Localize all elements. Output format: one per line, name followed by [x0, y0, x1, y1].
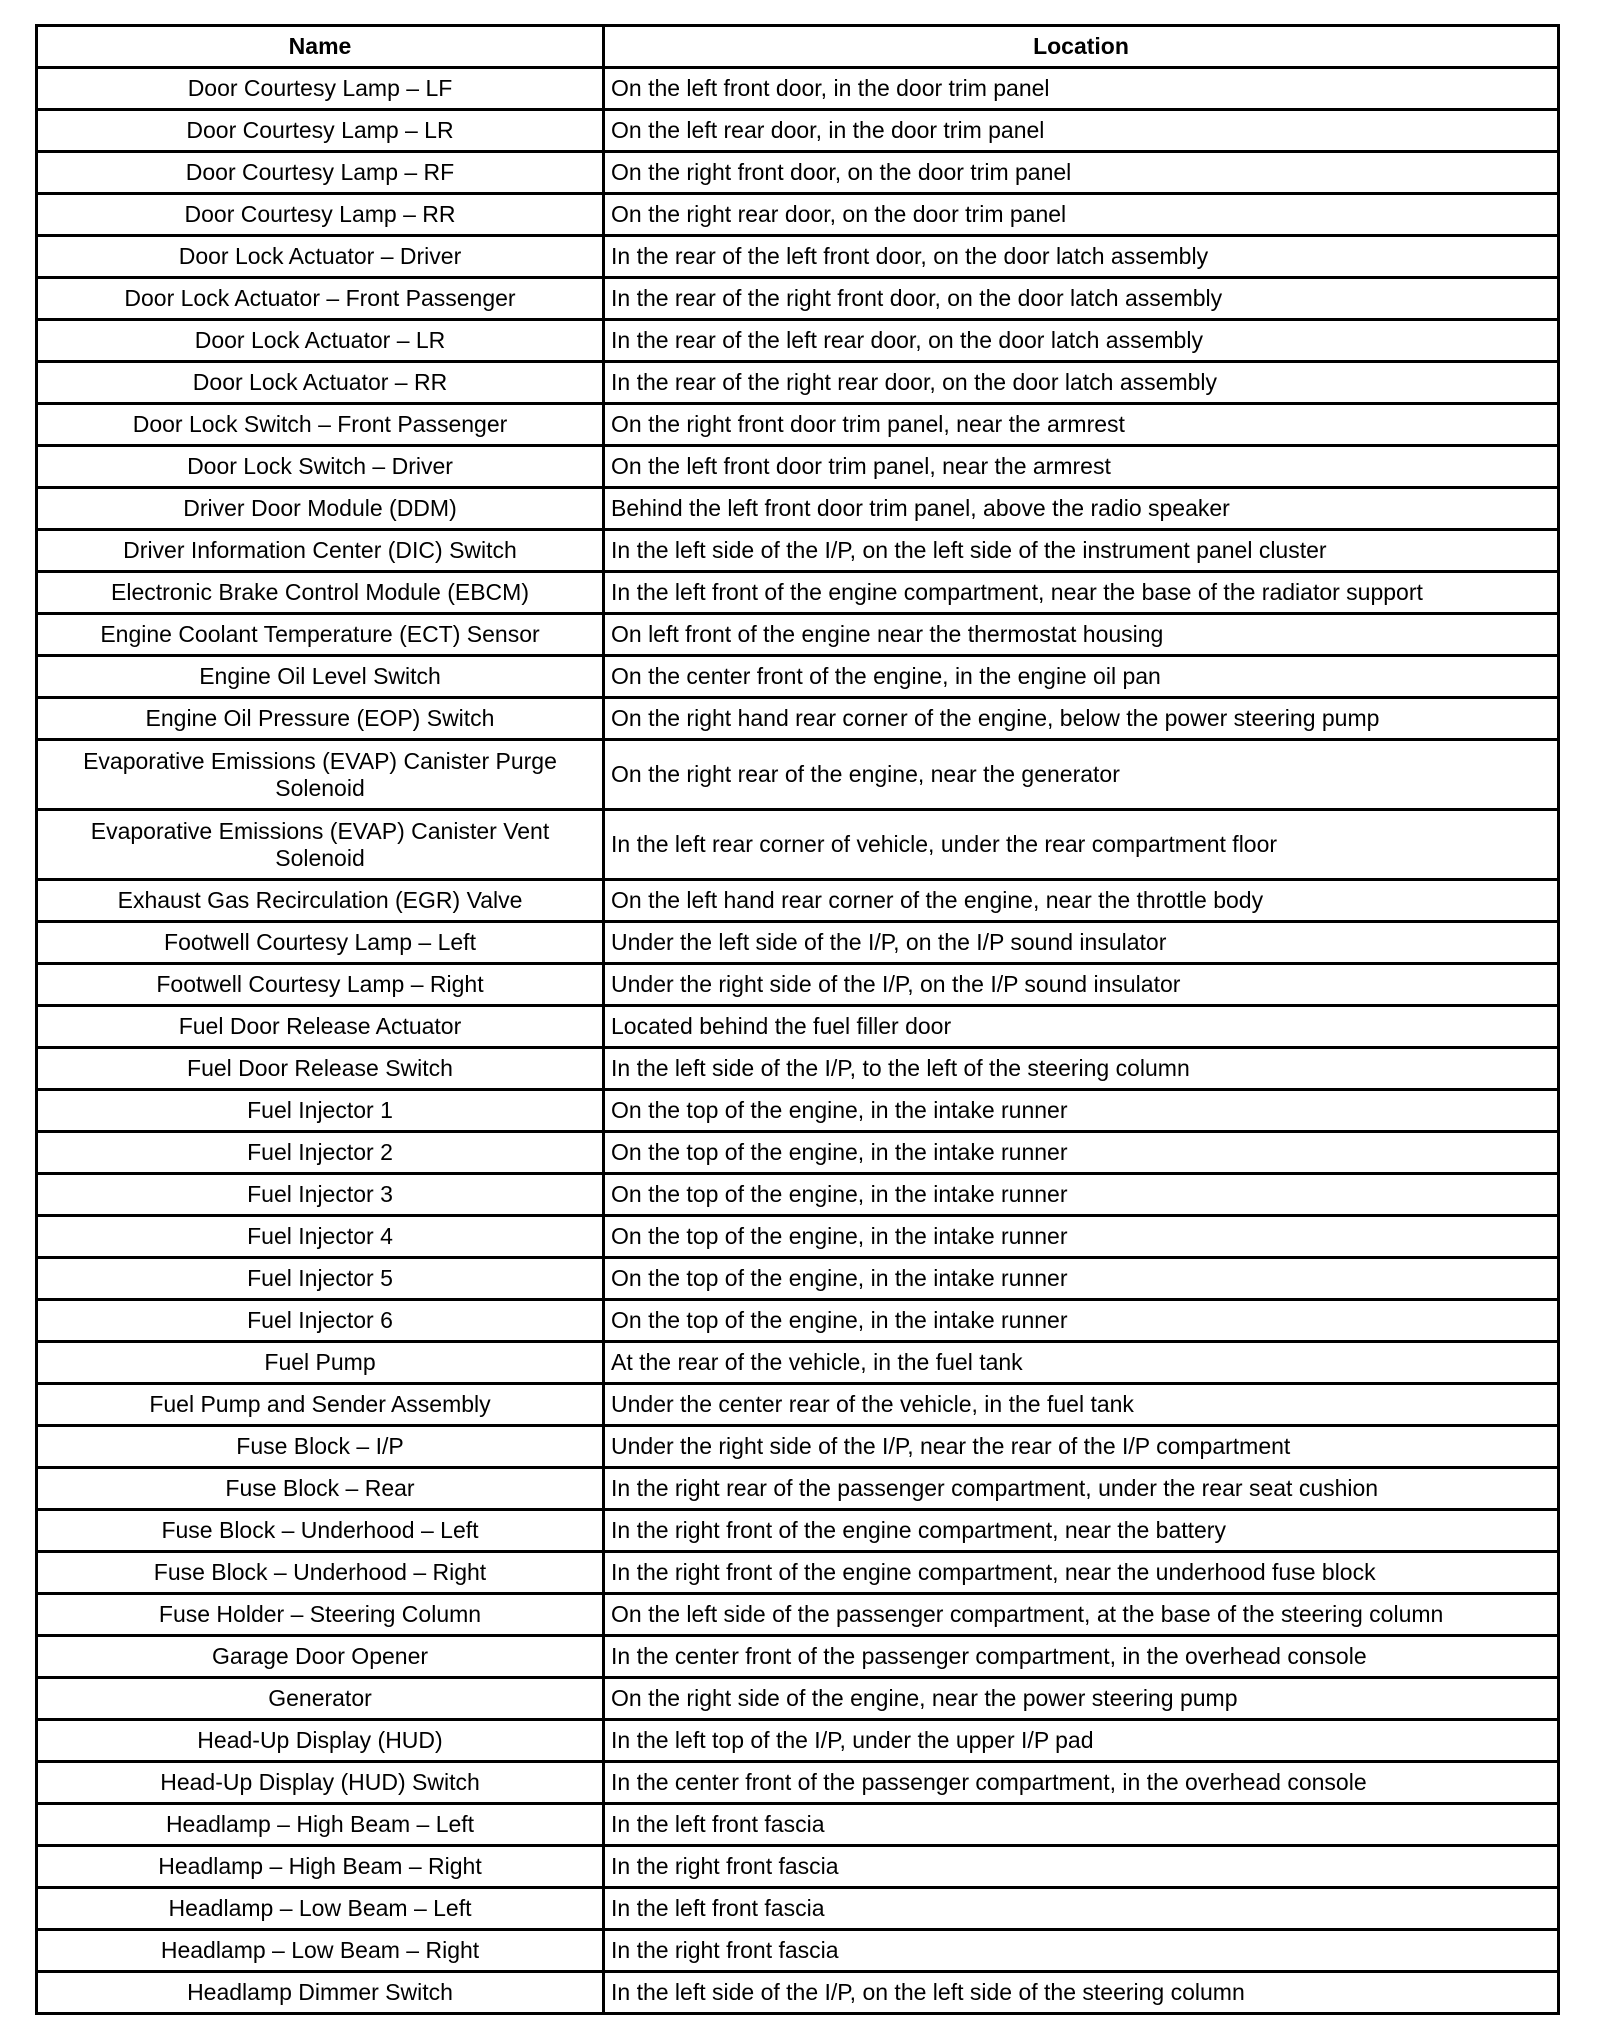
component-location-cell: On the right side of the engine, near the power steering pump	[604, 1678, 1559, 1720]
component-location-cell: On the right rear door, on the door trim panel	[604, 194, 1559, 236]
component-location-cell: Located behind the fuel filler door	[604, 1006, 1559, 1048]
table-row	[37, 922, 1559, 964]
table-row	[37, 1888, 1559, 1930]
table-row	[37, 1132, 1559, 1174]
table-row	[37, 572, 1559, 614]
component-name-cell: Fuse Block – I/P	[37, 1426, 604, 1468]
table-row	[37, 1678, 1559, 1720]
component-location-cell: On the right hand rear corner of the engine, below the power steering pump	[604, 698, 1559, 740]
component-location-cell: In the left front of the engine compartment, near the base of the radiator support	[604, 572, 1559, 614]
table-row	[37, 1804, 1559, 1846]
component-name-cell: Footwell Courtesy Lamp – Left	[37, 922, 604, 964]
component-location-cell: On the top of the engine, in the intake runner	[604, 1090, 1559, 1132]
table-row	[37, 1930, 1559, 1972]
component-location-cell: Under the right side of the I/P, near the rear of the I/P compartment	[604, 1426, 1559, 1468]
table-row	[37, 1594, 1559, 1636]
table-row	[37, 1300, 1559, 1342]
component-location-cell: In the center front of the passenger compartment, in the overhead console	[604, 1762, 1559, 1804]
component-name-cell: Headlamp – Low Beam – Left	[37, 1888, 604, 1930]
component-location-cell: In the left top of the I/P, under the upper I/P pad	[604, 1720, 1559, 1762]
component-location-cell: In the left side of the I/P, on the left side of the instrument panel cluster	[604, 530, 1559, 572]
table-row	[37, 656, 1559, 698]
component-name-cell: Fuse Holder – Steering Column	[37, 1594, 604, 1636]
component-location-cell: On the right rear of the engine, near the generator	[604, 740, 1559, 810]
table-row	[37, 194, 1559, 236]
component-location-cell: At the rear of the vehicle, in the fuel tank	[604, 1342, 1559, 1384]
component-name-cell: Fuel Pump	[37, 1342, 604, 1384]
table-row	[37, 1174, 1559, 1216]
table-row	[37, 152, 1559, 194]
component-location-cell: Under the right side of the I/P, on the I/P sound insulator	[604, 964, 1559, 1006]
component-name-cell: Door Lock Switch – Front Passenger	[37, 404, 604, 446]
component-name-cell: Footwell Courtesy Lamp – Right	[37, 964, 604, 1006]
component-location-cell: On the right front door trim panel, near the armrest	[604, 404, 1559, 446]
table-row	[37, 1846, 1559, 1888]
component-location-cell: In the left side of the I/P, on the left side of the steering column	[604, 1972, 1559, 2014]
component-name-cell: Fuel Door Release Actuator	[37, 1006, 604, 1048]
component-name-cell: Garage Door Opener	[37, 1636, 604, 1678]
component-name-cell: Fuse Block – Underhood – Right	[37, 1552, 604, 1594]
table-row	[37, 362, 1559, 404]
table-row	[37, 964, 1559, 1006]
component-location-cell: Behind the left front door trim panel, above the radio speaker	[604, 488, 1559, 530]
table-row	[37, 68, 1559, 110]
table-row	[37, 320, 1559, 362]
component-location-cell: On the top of the engine, in the intake runner	[604, 1174, 1559, 1216]
table-row	[37, 1510, 1559, 1552]
component-name-cell: Fuel Door Release Switch	[37, 1048, 604, 1090]
table-row	[37, 404, 1559, 446]
component-location-cell: In the center front of the passenger compartment, in the overhead console	[604, 1636, 1559, 1678]
table-row	[37, 810, 1559, 880]
component-location-cell: On the left side of the passenger compartment, at the base of the steering column	[604, 1594, 1559, 1636]
component-name-cell: Fuel Injector 1	[37, 1090, 604, 1132]
component-name-cell: Headlamp – High Beam – Right	[37, 1846, 604, 1888]
component-name-cell: Engine Oil Level Switch	[37, 656, 604, 698]
component-name-cell: Door Courtesy Lamp – RF	[37, 152, 604, 194]
table-row	[37, 1384, 1559, 1426]
table-row	[37, 1720, 1559, 1762]
component-location-cell: On the top of the engine, in the intake runner	[604, 1132, 1559, 1174]
component-name-cell: Headlamp Dimmer Switch	[37, 1972, 604, 2014]
component-location-cell: On the center front of the engine, in the engine oil pan	[604, 656, 1559, 698]
table-row	[37, 1006, 1559, 1048]
table-row	[37, 1258, 1559, 1300]
component-name-cell: Fuel Injector 4	[37, 1216, 604, 1258]
component-name-cell: Driver Door Module (DDM)	[37, 488, 604, 530]
component-location-cell: In the left front fascia	[604, 1804, 1559, 1846]
component-name-cell: Fuel Injector 2	[37, 1132, 604, 1174]
component-location-cell: On the top of the engine, in the intake runner	[604, 1216, 1559, 1258]
component-name-cell: Engine Coolant Temperature (ECT) Sensor	[37, 614, 604, 656]
component-name-cell: Door Lock Switch – Driver	[37, 446, 604, 488]
component-name-cell: Door Lock Actuator – LR	[37, 320, 604, 362]
component-location-cell: In the left side of the I/P, to the left of the steering column	[604, 1048, 1559, 1090]
component-location-cell: In the rear of the left rear door, on the door latch assembly	[604, 320, 1559, 362]
table-row	[37, 1090, 1559, 1132]
component-location-cell: On the left rear door, in the door trim panel	[604, 110, 1559, 152]
component-name-cell: Headlamp – Low Beam – Right	[37, 1930, 604, 1972]
table-row	[37, 1468, 1559, 1510]
table-row	[37, 880, 1559, 922]
component-location-cell: On the left hand rear corner of the engine, near the throttle body	[604, 880, 1559, 922]
table-row	[37, 1552, 1559, 1594]
component-location-cell: On the right front door, on the door trim panel	[604, 152, 1559, 194]
table-row	[37, 110, 1559, 152]
component-location-cell: On the top of the engine, in the intake runner	[604, 1300, 1559, 1342]
component-location-cell: In the rear of the right front door, on the door latch assembly	[604, 278, 1559, 320]
component-name-cell: Driver Information Center (DIC) Switch	[37, 530, 604, 572]
table-row	[37, 740, 1559, 810]
component-name-cell: Door Lock Actuator – RR	[37, 362, 604, 404]
component-name-cell: Fuse Block – Rear	[37, 1468, 604, 1510]
component-name-cell: Head-Up Display (HUD)	[37, 1720, 604, 1762]
table-row	[37, 614, 1559, 656]
component-location-cell: In the right front of the engine compartment, near the underhood fuse block	[604, 1552, 1559, 1594]
component-name-cell: Door Courtesy Lamp – RR	[37, 194, 604, 236]
component-location-cell: In the right front fascia	[604, 1930, 1559, 1972]
table-row	[37, 488, 1559, 530]
component-name-cell: Headlamp – High Beam – Left	[37, 1804, 604, 1846]
component-location-cell: In the rear of the right rear door, on the door latch assembly	[604, 362, 1559, 404]
component-name-cell: Fuel Injector 3	[37, 1174, 604, 1216]
component-location-cell: On the left front door trim panel, near the armrest	[604, 446, 1559, 488]
component-name-cell: Fuse Block – Underhood – Left	[37, 1510, 604, 1552]
component-location-cell: In the left front fascia	[604, 1888, 1559, 1930]
component-location-cell: Under the center rear of the vehicle, in the fuel tank	[604, 1384, 1559, 1426]
component-location-table	[35, 24, 1560, 2015]
component-location-cell: On left front of the engine near the thermostat housing	[604, 614, 1559, 656]
table-row	[37, 446, 1559, 488]
component-location-cell: In the left rear corner of vehicle, under the rear compartment floor	[604, 810, 1559, 880]
column-header-location: Location	[604, 26, 1559, 68]
table-row	[37, 530, 1559, 572]
table-row	[37, 1972, 1559, 2014]
component-name-cell: Exhaust Gas Recirculation (EGR) Valve	[37, 880, 604, 922]
table-row	[37, 1216, 1559, 1258]
component-name-cell: Evaporative Emissions (EVAP) Canister Purge Solenoid	[37, 740, 604, 810]
table-row	[37, 1342, 1559, 1384]
component-name-cell: Fuel Injector 6	[37, 1300, 604, 1342]
component-name-cell: Door Lock Actuator – Front Passenger	[37, 278, 604, 320]
component-name-cell: Door Courtesy Lamp – LR	[37, 110, 604, 152]
component-location-cell: Under the left side of the I/P, on the I/P sound insulator	[604, 922, 1559, 964]
table-body	[37, 68, 1559, 2014]
table-row	[37, 278, 1559, 320]
component-location-cell: In the right front of the engine compartment, near the battery	[604, 1510, 1559, 1552]
component-location-cell: On the left front door, in the door trim panel	[604, 68, 1559, 110]
table-row	[37, 1048, 1559, 1090]
table-row	[37, 1762, 1559, 1804]
component-name-cell: Head-Up Display (HUD) Switch	[37, 1762, 604, 1804]
component-name-cell: Fuel Pump and Sender Assembly	[37, 1384, 604, 1426]
table-row	[37, 236, 1559, 278]
column-header-name: Name	[37, 26, 604, 68]
component-location-cell: In the rear of the left front door, on the door latch assembly	[604, 236, 1559, 278]
header-row	[37, 26, 1559, 68]
component-name-cell: Door Lock Actuator – Driver	[37, 236, 604, 278]
component-name-cell: Fuel Injector 5	[37, 1258, 604, 1300]
component-name-cell: Engine Oil Pressure (EOP) Switch	[37, 698, 604, 740]
component-location-cell: On the top of the engine, in the intake runner	[604, 1258, 1559, 1300]
component-name-cell: Electronic Brake Control Module (EBCM)	[37, 572, 604, 614]
table-header	[37, 26, 1559, 68]
component-name-cell: Evaporative Emissions (EVAP) Canister Vent Solenoid	[37, 810, 604, 880]
component-name-cell: Generator	[37, 1678, 604, 1720]
component-name-cell: Door Courtesy Lamp – LF	[37, 68, 604, 110]
component-location-cell: In the right front fascia	[604, 1846, 1559, 1888]
table-row	[37, 1426, 1559, 1468]
table-row	[37, 698, 1559, 740]
table-row	[37, 1636, 1559, 1678]
component-location-cell: In the right rear of the passenger compartment, under the rear seat cushion	[604, 1468, 1559, 1510]
